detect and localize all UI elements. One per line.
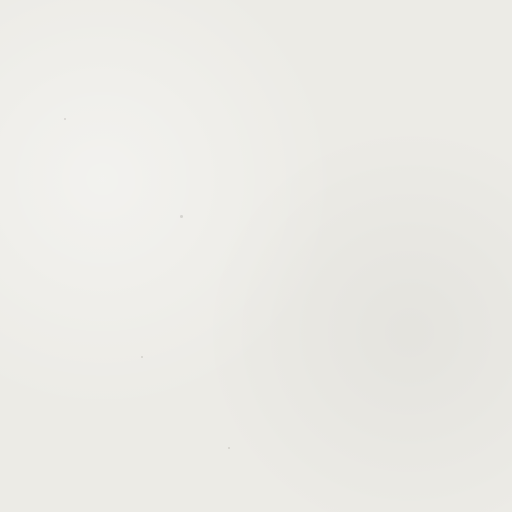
paper-speck	[64, 118, 66, 120]
paper-speck	[141, 356, 143, 358]
paper-speck	[228, 447, 230, 449]
paper-speck	[180, 215, 183, 218]
